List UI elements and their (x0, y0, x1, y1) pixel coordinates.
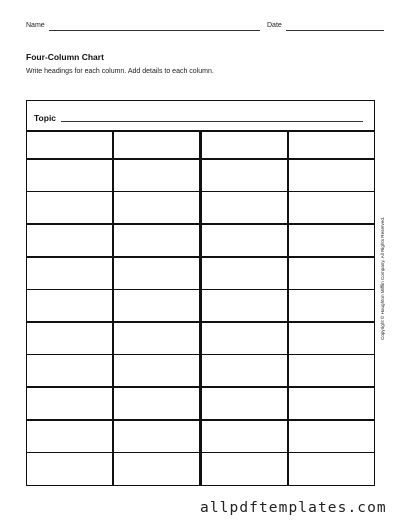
detail-cell[interactable] (113, 387, 200, 420)
detail-cell[interactable] (26, 289, 113, 322)
detail-cell[interactable] (26, 355, 113, 388)
detail-cell[interactable] (288, 224, 375, 257)
detail-cell[interactable] (113, 420, 200, 453)
page-title: Four-Column Chart (26, 52, 104, 62)
date-label: Date (267, 22, 282, 29)
detail-cell[interactable] (201, 159, 288, 192)
detail-cell[interactable] (26, 257, 113, 290)
column-heading-cell-4[interactable] (288, 131, 375, 159)
detail-cell[interactable] (26, 387, 113, 420)
detail-cell[interactable] (201, 420, 288, 453)
detail-cell[interactable] (288, 159, 375, 192)
detail-cell[interactable] (113, 159, 200, 192)
detail-cell[interactable] (26, 192, 113, 225)
detail-cell[interactable] (26, 159, 113, 192)
detail-cell[interactable] (201, 289, 288, 322)
detail-cell[interactable] (288, 192, 375, 225)
detail-cell[interactable] (113, 224, 200, 257)
detail-cell[interactable] (201, 257, 288, 290)
column-heading-cell-1[interactable] (26, 131, 113, 159)
topic-label: Topic (34, 113, 57, 123)
detail-cell[interactable] (113, 289, 200, 322)
detail-cell[interactable] (201, 355, 288, 388)
detail-cell[interactable] (26, 224, 113, 257)
topic-line[interactable] (61, 121, 363, 122)
detail-cell[interactable] (113, 257, 200, 290)
detail-cell[interactable] (288, 289, 375, 322)
detail-cell[interactable] (201, 452, 288, 485)
watermark: allpdftemplates.com (200, 500, 387, 516)
detail-cell[interactable] (288, 322, 375, 355)
name-line[interactable] (49, 30, 260, 31)
detail-cell[interactable] (201, 192, 288, 225)
detail-cell[interactable] (288, 355, 375, 388)
detail-cell[interactable] (201, 322, 288, 355)
detail-cell[interactable] (26, 452, 113, 485)
detail-cell[interactable] (288, 452, 375, 485)
detail-cell[interactable] (288, 420, 375, 453)
instructions: Write headings for each column. Add details to each column. (26, 68, 214, 75)
detail-cell[interactable] (26, 322, 113, 355)
detail-cell[interactable] (201, 387, 288, 420)
name-label: Name (26, 22, 45, 29)
detail-cell[interactable] (113, 452, 200, 485)
detail-cell[interactable] (113, 192, 200, 225)
detail-cell[interactable] (201, 224, 288, 257)
detail-cell[interactable] (113, 355, 200, 388)
column-heading-cell-3[interactable] (201, 131, 288, 159)
detail-cell[interactable] (26, 420, 113, 453)
copyright-notice: Copyright © Houghton Mifflin Company. All Rights Reserved. (380, 216, 385, 340)
detail-cell[interactable] (288, 257, 375, 290)
column-heading-cell-2[interactable] (113, 131, 200, 159)
detail-cell[interactable] (288, 387, 375, 420)
date-line[interactable] (286, 30, 384, 31)
detail-cell[interactable] (113, 322, 200, 355)
